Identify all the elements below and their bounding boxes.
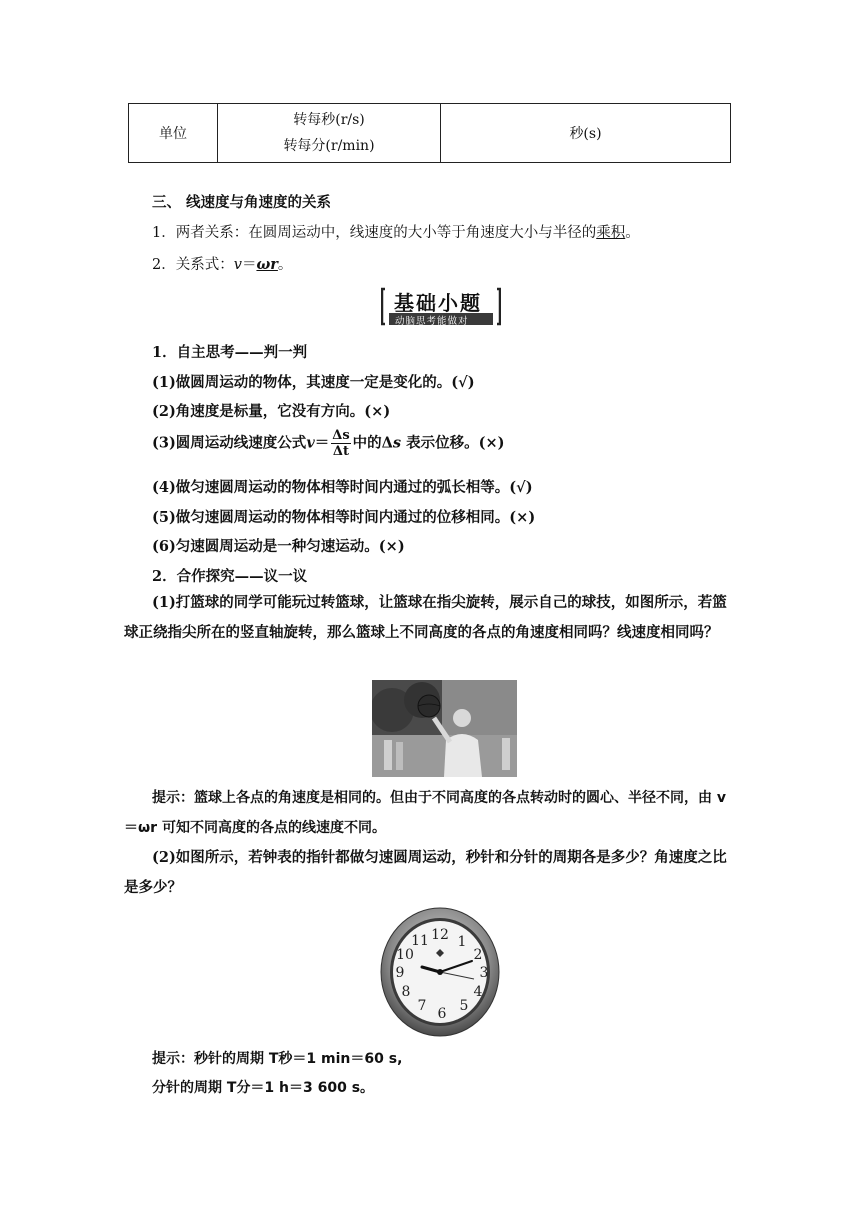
hint-2-label: 提示： — [152, 1051, 194, 1067]
section-title: 三、 线速度与角速度的关系 — [152, 194, 332, 211]
table-cell-rpm: 转每分(r/min) — [283, 138, 375, 154]
table-cell-seconds: 秒(s) — [441, 104, 731, 163]
hint-2-line-1 — [152, 1048, 402, 1068]
clock-numeral-8: 8 — [401, 984, 411, 1000]
clock-numeral-12: 12 — [431, 927, 449, 943]
table-row-label: 单位 — [129, 104, 218, 163]
basketball-photo-image — [372, 680, 517, 777]
q1-heading: 1．自主思考——判一判 — [152, 344, 308, 361]
clock-numeral-10: 10 — [396, 947, 414, 963]
fraction-ds-dt: $\frac{\Delta s}{\Delta t}$ — [332, 428, 350, 459]
hint-1-text: 篮球上各点的角速度是相同的。但由于不同高度的各点转动时的圆心、半径不同，由 v＝ωr 可知不同高度的各点的线速度不同。 — [124, 790, 726, 836]
q1-item-2: (2)角速度是标量，它没有方向。(×) — [152, 403, 391, 420]
clock-numeral-4: 4 — [473, 984, 483, 1000]
q1-item-6: (6)匀速圆周运动是一种匀速运动。(×) — [152, 538, 405, 555]
q2-paragraph-2: (2)如图所示，若钟表的指针都做匀速圆周运动，秒针和分针的周期各是多少？角速度之比是多少？ — [124, 849, 727, 896]
formula-text: 2．关系式：v＝ωr。 — [152, 256, 293, 273]
clock-numeral-5: 5 — [459, 998, 469, 1014]
banner-title: 基础小题 — [394, 291, 482, 315]
formula-omega-r: ωr — [256, 256, 278, 273]
clock-numeral-3: 3 — [479, 965, 489, 981]
clock-numeral-2: 2 — [473, 947, 483, 963]
clock-numeral-7: 7 — [417, 998, 427, 1014]
banner-subtitle: 动脑思考能做对 — [395, 316, 469, 327]
q2-heading: 2．合作探究——议一议 — [152, 568, 308, 585]
table-cell-rps: 转每秒(r/s) — [293, 112, 365, 128]
q1-item-5: (5)做匀速圆周运动的物体相等时间内通过的位移相同。(×) — [152, 509, 536, 526]
wall-clock-image — [380, 907, 500, 1037]
clock-face — [380, 907, 500, 1037]
unit-table — [128, 103, 731, 163]
q1-item-4: (4)做匀速圆周运动的物体相等时间内通过的弧长相等。(√) — [152, 479, 533, 496]
hint-1-label: 提示： — [152, 790, 194, 806]
hint-2-second-hand-period: 秒针的周期 T秒＝1 min＝60 s, — [194, 1051, 403, 1067]
clock-numeral-1: 1 — [457, 934, 467, 950]
clock-numeral-9: 9 — [395, 965, 405, 981]
table-cell-rev-units — [218, 104, 441, 163]
basketball-photo — [372, 680, 517, 777]
basic-questions-banner — [381, 287, 501, 327]
clock-numeral-11: 11 — [411, 933, 429, 949]
q1-item-1: (1)做圆周运动的物体，其速度一定是变化的。(√) — [152, 374, 475, 391]
relation-text: 1．两者关系：在圆周运动中，线速度的大小等于角速度大小与半径的乘积。 — [152, 225, 640, 241]
hint-2-minute-hand-period: 分针的周期 T分＝1 h＝3 600 s。 — [152, 1080, 375, 1096]
hint-1 — [124, 783, 736, 843]
clock-numeral-6: 6 — [437, 1006, 447, 1022]
emphasis-product: 乘积 — [596, 225, 626, 241]
q2-paragraph-1: (1)打篮球的同学可能玩过转篮球，让篮球在指尖旋转，展示自己的球技，如图所示，若篮球正绕指尖所在的竖直轴旋转，那么篮球上不同高度的各点的角速度相同吗？线速度相同吗？ — [124, 594, 727, 641]
q1-item-3: (3)圆周运动线速度公式v＝ $\frac{\Delta s}{\Delta t}$ 中的Δs 表示位移。(×) — [152, 428, 505, 459]
